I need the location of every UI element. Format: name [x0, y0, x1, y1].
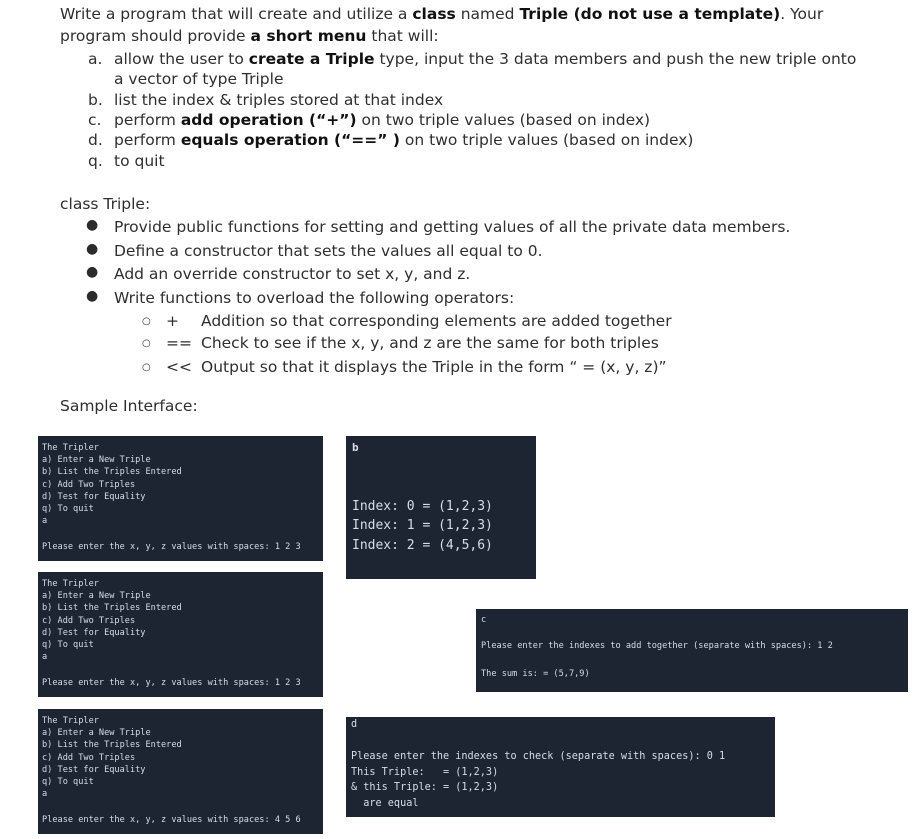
terminal-line: c) Add Two Triples — [42, 616, 136, 626]
terminal-prompt: Please enter the indexes to add together (separate with spaces): 1 2 — [481, 641, 833, 651]
terminal-line: are equal — [351, 798, 419, 809]
operator-symbol: + — [166, 312, 179, 330]
terminal-line: q) To quit — [42, 504, 94, 514]
terminal-line: a — [42, 652, 48, 662]
terminal-enter-triple-2 — [38, 572, 323, 697]
terminal-line: a) Enter a New Triple — [42, 728, 151, 738]
terminal-prompt: Please enter the x, y, z values with spaces: 1 2 3 — [42, 542, 301, 552]
terminal-line: c) Add Two Triples — [42, 753, 136, 763]
class-bullet: Define a constructor that sets the values all equal to 0. — [114, 242, 543, 260]
terminal-line: q) To quit — [42, 777, 94, 787]
terminal-line: d) Test for Equality — [42, 492, 146, 502]
terminal-enter-triple-1 — [38, 436, 323, 561]
intro-line-2: program should provide a short menu that will: — [60, 27, 439, 45]
terminal-equality-check — [346, 717, 775, 817]
terminal-input: c — [481, 615, 487, 625]
menu-item-c: c. perform add operation (“+”) on two triple values (based on index) — [88, 111, 651, 129]
intro-line-1: Write a program that will create and utilize a class named Triple (do not use a template). Your — [60, 5, 824, 23]
terminal-line: Index: 2 = (4,5,6) — [352, 538, 493, 553]
menu-item-d: d. perform equals operation (“==” ) on two triple values (based on index) — [88, 131, 694, 149]
terminal-line: c) Add Two Triples — [42, 480, 136, 490]
terminal-line: The Tripler — [42, 716, 99, 726]
terminal-result: The sum is: = (5,7,9) — [481, 669, 590, 679]
menu-item-q: q. to quit — [88, 152, 165, 170]
terminal-line: b) List the Triples Entered — [42, 740, 182, 750]
bullet-icon: ● — [86, 264, 99, 280]
terminal-line: a — [42, 789, 48, 799]
bullet-icon: ● — [86, 288, 99, 304]
terminal-enter-triple-3 — [38, 709, 323, 834]
terminal-line: Index: 1 = (1,2,3) — [352, 518, 493, 533]
operator-desc: Addition so that corresponding elements are added together — [201, 312, 672, 330]
class-bullet: Add an override constructor to set x, y, and z. — [114, 265, 471, 283]
menu-item-a-continued: a vector of type Triple — [114, 70, 284, 88]
operator-symbol: == — [166, 334, 192, 352]
circle-bullet-icon: ○ — [142, 338, 151, 349]
bullet-icon: ● — [86, 241, 99, 257]
class-bullet: Provide public functions for setting and getting values of all the private data members. — [114, 218, 791, 236]
operator-desc: Output so that it displays the Triple in the form “ = (x, y, z)” — [201, 358, 667, 376]
bullet-icon: ● — [86, 217, 99, 233]
operator-desc: Check to see if the x, y, and z are the same for both triples — [201, 334, 659, 352]
terminal-prompt: Please enter the x, y, z values with spaces: 4 5 6 — [42, 815, 301, 825]
terminal-list-triples — [346, 436, 536, 579]
terminal-input: b — [352, 441, 359, 454]
terminal-line: a) Enter a New Triple — [42, 455, 151, 465]
terminal-line: Index: 0 = (1,2,3) — [352, 499, 493, 514]
operator-symbol: << — [166, 358, 192, 376]
terminal-line: b) List the Triples Entered — [42, 467, 182, 477]
terminal-line: b) List the Triples Entered — [42, 603, 182, 613]
menu-item-b: b. list the index & triples stored at that index — [88, 91, 444, 109]
terminal-input: d — [351, 719, 358, 730]
circle-bullet-icon: ○ — [142, 316, 151, 327]
class-heading: class Triple: — [60, 195, 151, 213]
terminal-line: The Tripler — [42, 443, 99, 453]
class-bullet: Write functions to overload the following operators: — [114, 289, 515, 307]
terminal-line: q) To quit — [42, 640, 94, 650]
terminal-prompt: Please enter the indexes to check (separate with spaces): 0 1 — [351, 751, 726, 762]
terminal-line: This Triple: = (1,2,3) — [351, 767, 499, 778]
terminal-line: a — [42, 516, 48, 526]
terminal-prompt: Please enter the x, y, z values with spaces: 1 2 3 — [42, 678, 301, 688]
terminal-line: d) Test for Equality — [42, 765, 146, 775]
sample-heading: Sample Interface: — [60, 397, 198, 415]
terminal-line: d) Test for Equality — [42, 628, 146, 638]
circle-bullet-icon: ○ — [142, 362, 151, 373]
terminal-line: a) Enter a New Triple — [42, 591, 151, 601]
terminal-line: The Tripler — [42, 579, 99, 589]
terminal-line: & this Triple: = (1,2,3) — [351, 782, 499, 793]
terminal-add-triples — [476, 609, 908, 692]
menu-item-a: a. allow the user to create a Triple type, input the 3 data members and push the new triple onto — [88, 50, 857, 68]
